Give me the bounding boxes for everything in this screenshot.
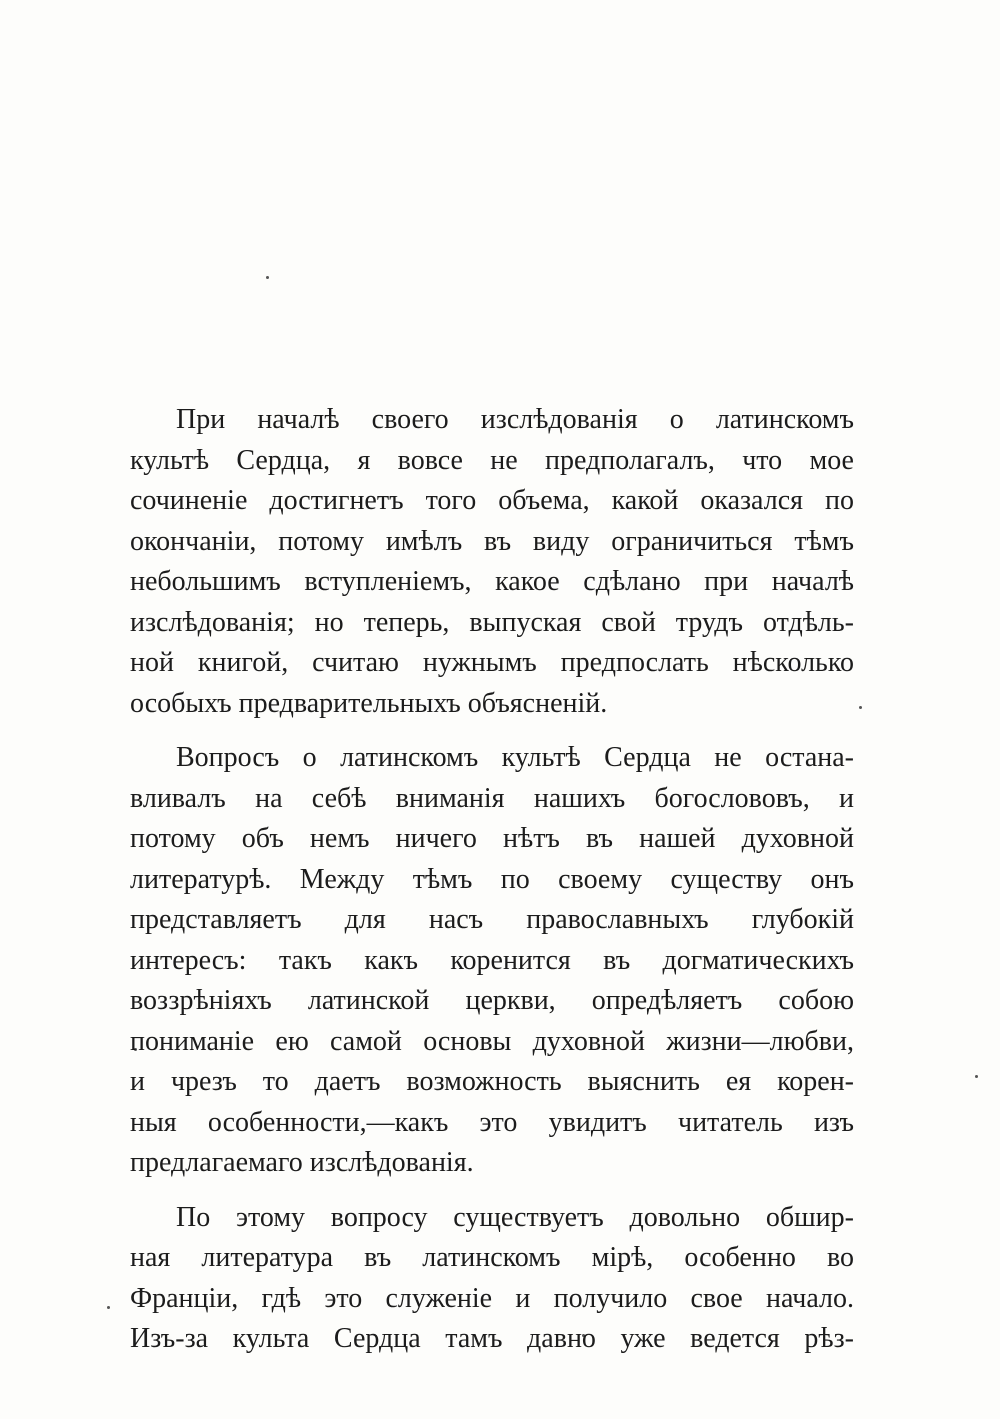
print-speck — [859, 706, 862, 709]
paragraph-2 — [130, 738, 854, 1184]
text-line: изслѣдованія; но теперь, выпуская свой трудъ отдѣль- — [130, 606, 854, 638]
body-text — [130, 400, 854, 1374]
print-speck — [266, 276, 269, 279]
text-line: окончаніи, потому имѣлъ въ виду ограничиться тѣмъ — [130, 525, 854, 557]
text-line: небольшимъ вступленіемъ, какое сдѣлано при началѣ — [130, 566, 854, 597]
text-line: представляетъ для насъ православныхъ глубокій — [130, 904, 854, 935]
text-line: сочиненіе достигнетъ того объема, какой оказался по — [130, 485, 854, 516]
text-line: Франціи, гдѣ это служеніе и получило свое начало. — [130, 1282, 854, 1314]
print-speck — [107, 1306, 110, 1309]
text-line: Изъ-за культа Сердца тамъ давно уже ведется рѣз- — [130, 1323, 854, 1354]
text-line: По этому вопросу существуетъ довольно обшир- — [176, 1201, 854, 1233]
text-line: литературѣ. Между тѣмъ по своему существу онъ — [130, 863, 854, 895]
paragraph-1 — [130, 400, 854, 724]
text-line: и чрезъ то даетъ возможность выяснить ея корен- — [130, 1066, 854, 1097]
print-speck — [975, 1075, 978, 1078]
text-line: предлагаемаго изслѣдованія. — [130, 1147, 474, 1178]
text-line: воззрѣніяхъ латинской церкви, опредѣляетъ собою — [130, 985, 854, 1016]
text-line: пониманіе ею самой основы духовной жизни—любви, — [130, 1025, 854, 1057]
text-line: ной книгой, считаю нужнымъ предпослать нѣсколько — [130, 647, 854, 678]
text-line: ная литература въ латинскомъ мірѣ, особенно во — [130, 1242, 854, 1273]
text-line: вливалъ на себѣ вниманія нашихъ богослововъ, и — [130, 782, 854, 814]
text-line: интересъ: такъ какъ коренится въ догматическихъ — [130, 944, 854, 976]
paragraph-3 — [130, 1198, 854, 1360]
text-line: Вопросъ о латинскомъ культѣ Сердца не остана- — [176, 742, 854, 773]
text-line: особыхъ предварительныхъ объясненій. — [130, 687, 608, 719]
text-line: При началѣ своего изслѣдованія о латинскомъ — [176, 404, 854, 435]
text-line: ныя особенности,—какъ это увидитъ читатель изъ — [130, 1106, 854, 1138]
text-line: культѣ Сердца, я вовсе не предполагалъ, что мое — [130, 444, 854, 476]
text-line: потому объ немъ ничего нѣтъ въ нашей духовной — [130, 823, 854, 854]
